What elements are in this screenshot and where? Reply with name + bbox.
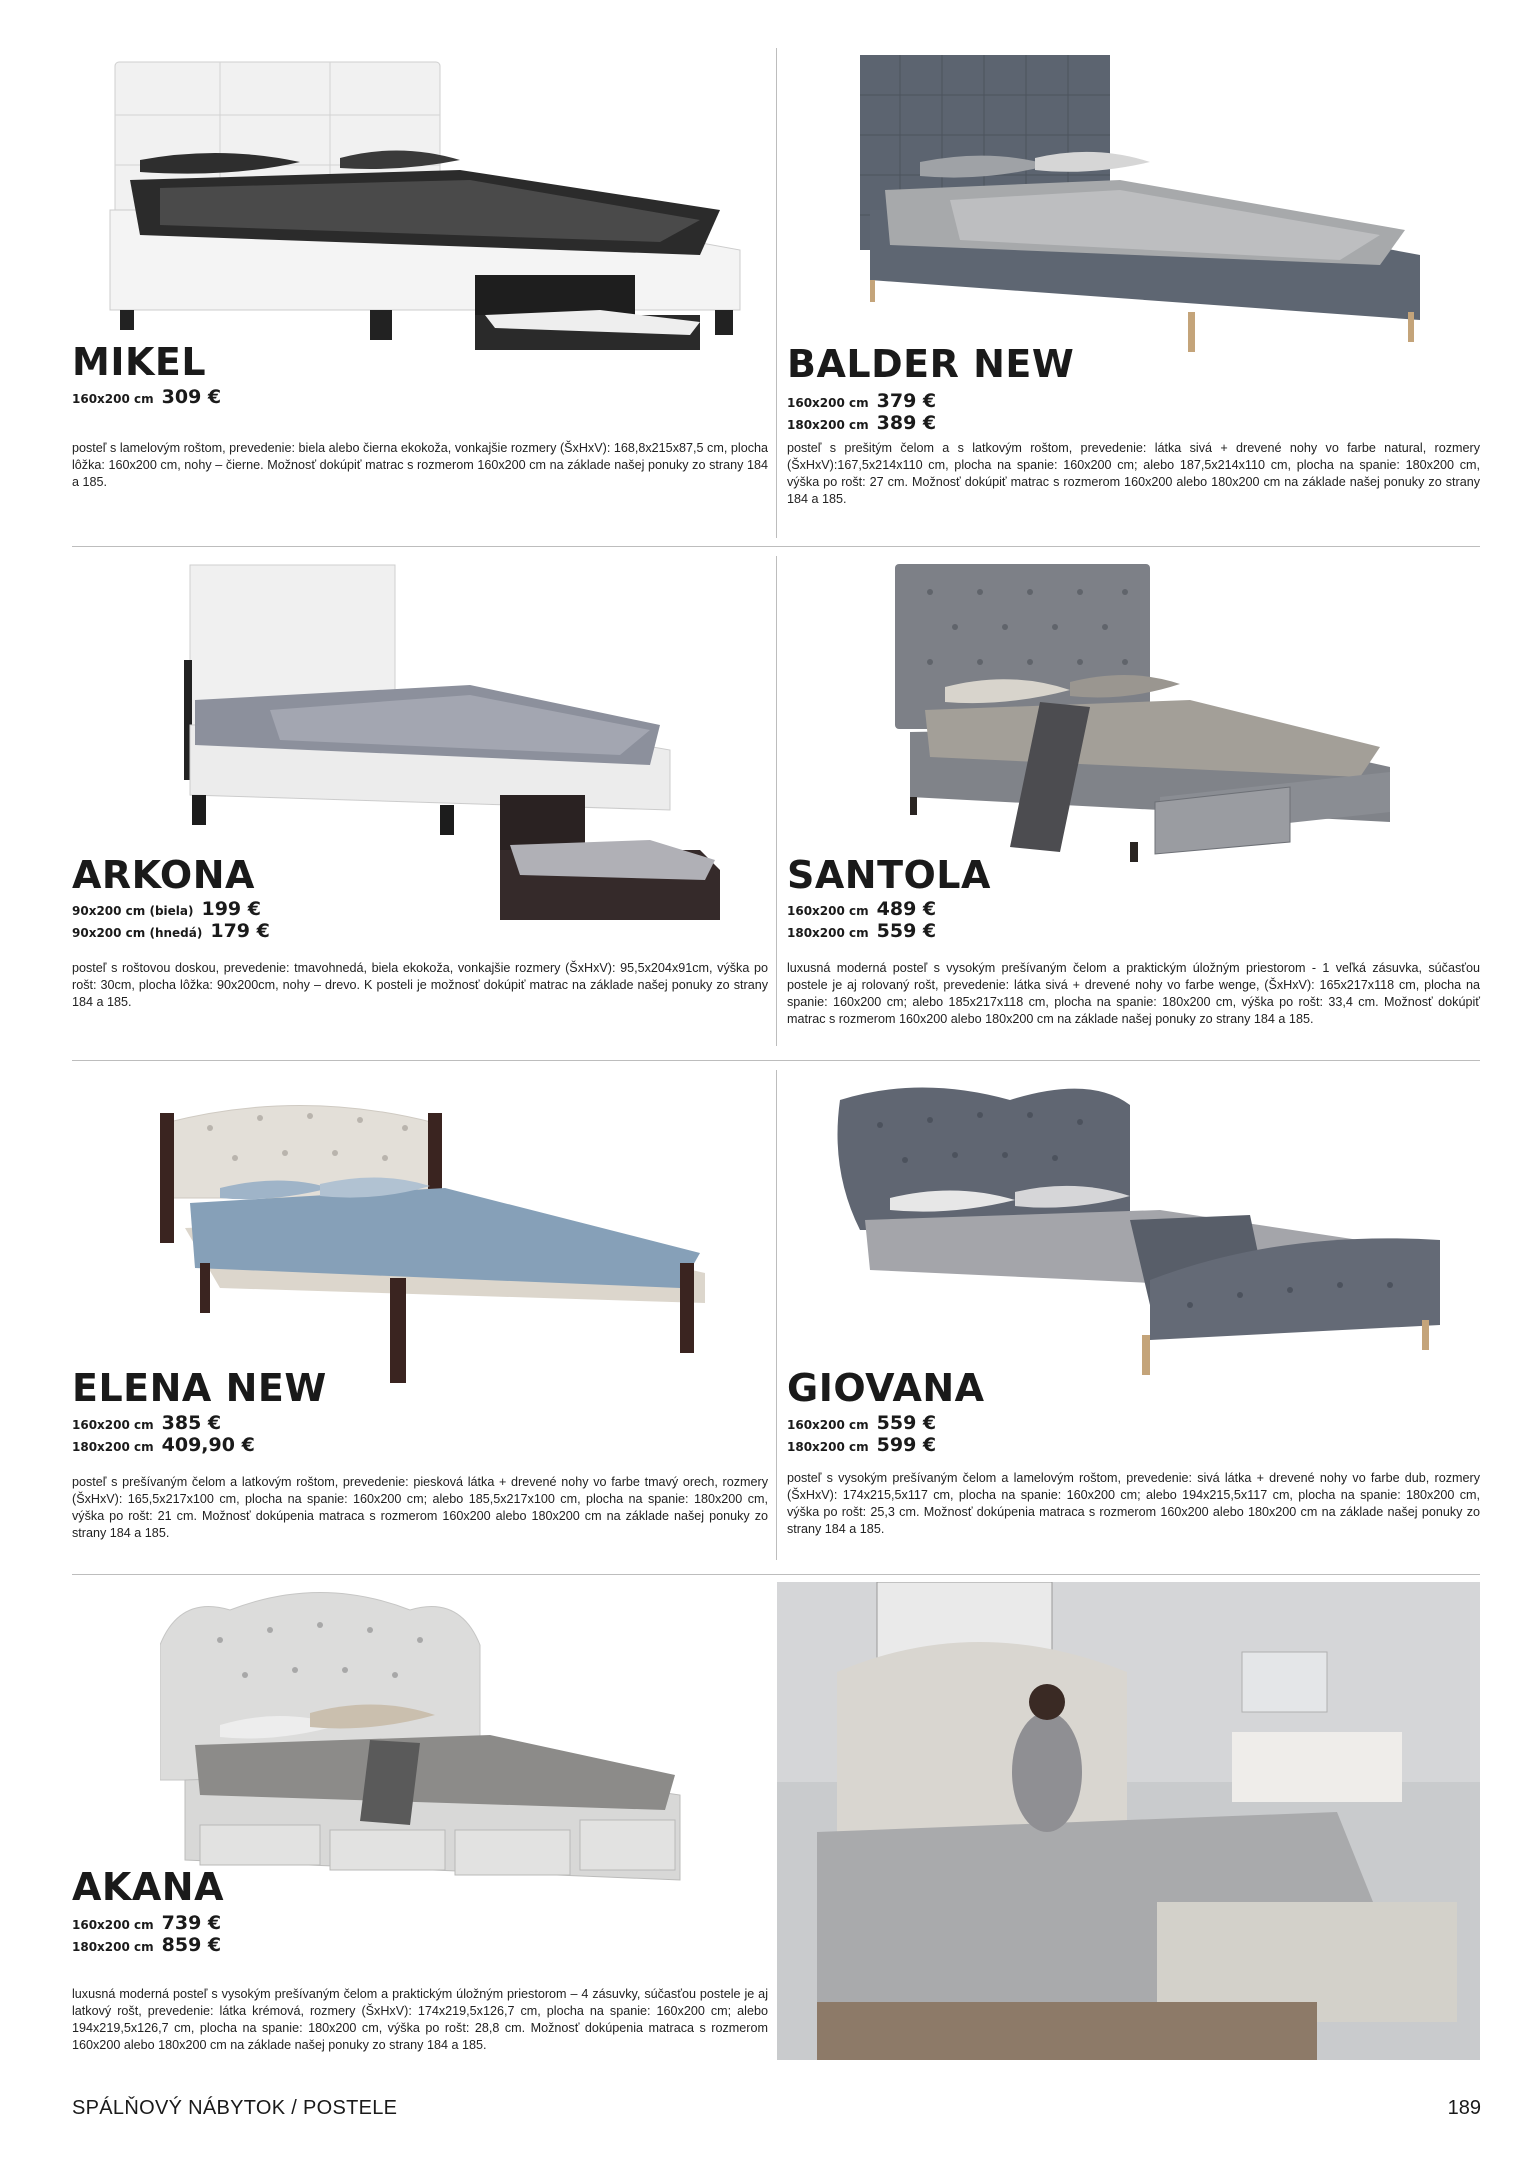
product-description: posteľ s prešitým čelom a s latkovým roštom, prevedenie: látka sivá + drevené nohy vo farbe natural, rozmery (ŠxHxV):167,5x214x110 cm, plocha na spanie: 160x200 cm; alebo 187,5x214x110 cm, plocha na spanie: 180x200 cm, výška po rošt: 27 cm. Možnosť dokúpiť matrac s rozmerom 160x200 alebo 180x200 cm na základe našej ponuky zo strany 184 a 185.	[787, 441, 1480, 506]
price-list	[72, 898, 270, 942]
size-label: 160x200 cm	[787, 904, 869, 918]
price-amount: 409,90 €	[161, 1434, 255, 1456]
price-amount: 559 €	[876, 920, 937, 942]
price-list	[72, 1912, 221, 1956]
price-row	[787, 412, 936, 434]
product-name: ARKONA	[72, 853, 255, 897]
giovana-bed-image	[830, 1080, 1440, 1380]
price-amount: 599 €	[876, 1434, 937, 1456]
product-name: GIOVANA	[787, 1366, 985, 1410]
santola-bed-image	[890, 562, 1400, 880]
size-label: 90x200 cm (hnedá)	[72, 926, 203, 940]
size-label: 90x200 cm (biela)	[72, 904, 194, 918]
size-label: 180x200 cm	[72, 1940, 154, 1954]
mikel-bed-image	[100, 60, 770, 350]
price-amount: 859 €	[161, 1934, 222, 1956]
price-row	[787, 898, 936, 920]
price-row	[787, 1434, 936, 1456]
product-description: luxusná moderná posteľ s vysokým prešívaným čelom a praktickým úložným priestorom - 1 veľká zásuvka, súčasťou postele je aj rolovaný rošt, prevedenie: látka sivá + drevené nohy vo farbe wenge, (ŠxHxV): 165x217x118 cm, plocha na spanie: 160x200 cm; alebo 185x217x118 cm, plocha na spanie: 180x200 cm, výška po rošt: 33,4 cm. Možnosť dokúpiť matrac s rozmerom 160x200 alebo 180x200 cm na základe našej ponuky zo strany 184 a 185.	[787, 961, 1480, 1026]
price-row	[72, 1934, 221, 1956]
akana-bed-image	[160, 1585, 720, 1895]
price-row	[787, 920, 936, 942]
product-name: MIKEL	[72, 340, 207, 384]
akana-room-photo	[777, 1582, 1480, 2060]
product-name: BALDER NEW	[787, 342, 1075, 386]
product-name: AKANA	[72, 1865, 224, 1909]
row-divider	[72, 546, 1480, 547]
size-label: 160x200 cm	[72, 1918, 154, 1932]
price-amount: 559 €	[876, 1412, 937, 1434]
column-divider	[776, 556, 777, 1046]
row-divider	[72, 1574, 1480, 1575]
price-row	[72, 1434, 255, 1456]
footer-section-title: SPÁLŇOVÝ NÁBYTOK / POSTELE	[72, 2097, 398, 2119]
column-divider	[776, 1070, 777, 1560]
size-label: 180x200 cm	[787, 418, 869, 432]
price-amount: 199 €	[201, 898, 261, 920]
price-row	[72, 1412, 255, 1434]
price-row	[787, 1412, 936, 1434]
column-divider	[776, 48, 777, 538]
product-description: posteľ s lamelovým roštom, prevedenie: biela alebo čierna ekokoža, vonkajšie rozmery (ŠxHxV): 168,8x215x87,5 cm, plocha lôžka: 160x200 cm, nohy – čierne. Možnosť dokúpiť matrac s rozmerom 160x200 cm na základe našej ponuky zo strany 184 a 185.	[72, 441, 768, 489]
price-amount: 489 €	[876, 898, 937, 920]
arkona-bed-image	[180, 560, 740, 940]
product-name: SANTOLA	[787, 853, 991, 897]
price-list	[787, 390, 936, 434]
size-label: 180x200 cm	[787, 1440, 869, 1454]
row-divider	[72, 1060, 1480, 1061]
price-amount: 379 €	[876, 390, 937, 412]
size-label: 180x200 cm	[72, 1440, 154, 1454]
size-label: 160x200 cm	[72, 1418, 154, 1432]
price-amount: 385 €	[161, 1412, 222, 1434]
price-amount: 739 €	[161, 1912, 222, 1934]
price-list	[787, 898, 936, 942]
price-list	[72, 386, 221, 408]
size-label: 160x200 cm	[787, 396, 869, 410]
price-row	[72, 898, 270, 920]
elena-new-bed-image	[160, 1088, 730, 1388]
price-amount: 389 €	[876, 412, 937, 434]
page-number: 189	[1447, 2097, 1481, 2119]
price-amount: 179 €	[210, 920, 270, 942]
size-label: 180x200 cm	[787, 926, 869, 940]
price-list	[72, 1412, 255, 1456]
product-name: ELENA NEW	[72, 1366, 327, 1410]
price-row	[72, 386, 221, 408]
price-list	[787, 1412, 936, 1456]
balder-new-bed-image	[860, 50, 1420, 360]
product-description: posteľ s vysokým prešívaným čelom a lamelovým roštom, prevedenie: sivá látka + drevené nohy vo farbe dub, rozmery (ŠxHxV): 174x215,5x117 cm, plocha na spanie: 160x200 cm; alebo 194x215,5x117 cm, plocha na spanie: 180x200 cm, výška po rošt: 25,3 cm. Možnosť dokúpenia matraca s rozmerom 160x200 alebo 180x200 cm na základe našej ponuky zo strany 184 a 185.	[787, 1471, 1480, 1536]
price-row	[72, 1912, 221, 1934]
product-description: posteľ s roštovou doskou, prevedenie: tmavohnedá, biela ekokoža, vonkajšie rozmery (ŠxHxV): 95,5x204x91cm, výška po rošt: 30cm, plocha lôžka: 90x200cm, nohy – drevo. K posteli je možnosť dokúpiť matrac na základe našej ponuky zo strany 184 a 185.	[72, 961, 768, 1009]
size-label: 160x200 cm	[72, 392, 154, 406]
price-row	[72, 920, 270, 942]
price-amount: 309 €	[161, 386, 222, 408]
product-description: posteľ s prešívaným čelom a latkovým roštom, prevedenie: piesková látka + drevené nohy vo farbe tmavý orech, rozmery (ŠxHxV): 165,5x217x100 cm, plocha na spanie: 160x200 cm; alebo 185,5x217x100 cm, plocha na spanie: 180x200 cm, výška po rošt: 21 cm. Možnosť dokúpenia matraca s rozmerom 160x200 alebo 180x200 cm na základe našej ponuky zo strany 184 a 185.	[72, 1475, 768, 1540]
price-row	[787, 390, 936, 412]
size-label: 160x200 cm	[787, 1418, 869, 1432]
product-description: luxusná moderná posteľ s vysokým prešívaným čelom a praktickým úložným priestorom – 4 zásuvky, súčasťou postele je aj latkový rošt, prevedenie: látka krémová, rozmery (ŠxHxV): 174x219,5x126,7 cm, plocha na spanie: 160x200 cm; alebo 194x219,5x126,7 cm, plocha na spanie: 180x200 cm, výška po rošt: 28,8 cm. Možnosť dokúpenia matraca s rozmerom 160x200 alebo 180x200 cm na základe našej ponuky zo strany 184 a 185.	[72, 1987, 768, 2052]
